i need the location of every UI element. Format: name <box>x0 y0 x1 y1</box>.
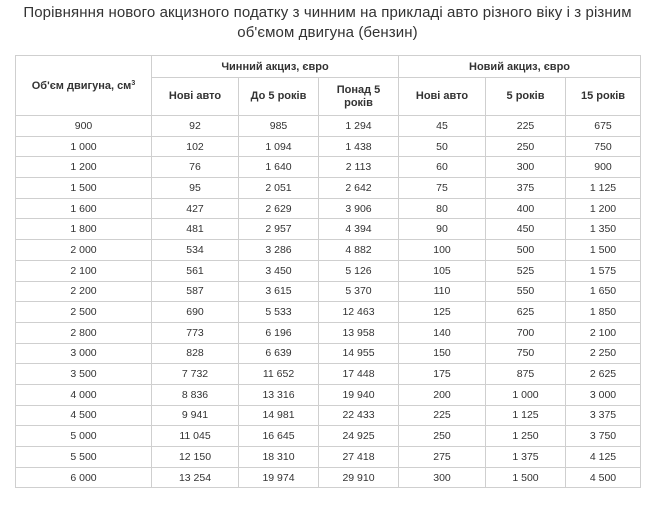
table-cell: 1 600 <box>16 198 152 219</box>
table-cell: 1 200 <box>566 198 641 219</box>
table-cell: 6 000 <box>16 467 152 488</box>
table-cell: 375 <box>486 178 566 199</box>
table-cell: 4 000 <box>16 384 152 405</box>
table-row <box>16 281 641 302</box>
table-cell: 14 981 <box>239 405 319 426</box>
group-header-current-excise: Чинний акциз, євро <box>152 56 399 78</box>
table-cell: 250 <box>486 136 566 157</box>
table-cell: 14 955 <box>319 343 399 364</box>
table-cell: 625 <box>486 302 566 323</box>
table-cell: 90 <box>399 219 486 240</box>
table-cell: 29 910 <box>319 467 399 488</box>
table-cell: 3 450 <box>239 260 319 281</box>
table-cell: 4 882 <box>319 240 399 261</box>
table-row <box>16 467 641 488</box>
table-cell: 110 <box>399 281 486 302</box>
table-cell: 2 800 <box>16 322 152 343</box>
table-cell: 2 113 <box>319 157 399 178</box>
table-cell: 5 370 <box>319 281 399 302</box>
title-line-1: Порівняння нового акцизного податку з чинним на прикладі авто різного віку і з різним <box>23 4 632 21</box>
table-cell: 92 <box>152 116 239 137</box>
table-cell: 1 250 <box>486 426 566 447</box>
table-cell: 1 500 <box>486 467 566 488</box>
table-cell: 13 254 <box>152 467 239 488</box>
table-cell: 11 045 <box>152 426 239 447</box>
table-cell: 4 394 <box>319 219 399 240</box>
table-cell: 150 <box>399 343 486 364</box>
table-cell: 75 <box>399 178 486 199</box>
table-cell: 900 <box>566 157 641 178</box>
table-cell: 690 <box>152 302 239 323</box>
table-cell: 875 <box>486 364 566 385</box>
table-cell: 3 000 <box>16 343 152 364</box>
table-cell: 6 196 <box>239 322 319 343</box>
table-row <box>16 405 641 426</box>
table-cell: 525 <box>486 260 566 281</box>
col-header-current-over-5: Понад 5 років <box>319 78 399 116</box>
table-cell: 2 500 <box>16 302 152 323</box>
table-cell: 3 615 <box>239 281 319 302</box>
table-cell: 985 <box>239 116 319 137</box>
table-cell: 2 250 <box>566 343 641 364</box>
table-row <box>16 343 641 364</box>
table-cell: 2 625 <box>566 364 641 385</box>
table-cell: 5 500 <box>16 447 152 468</box>
table-row <box>16 116 641 137</box>
table-cell: 750 <box>486 343 566 364</box>
table-cell: 2 100 <box>566 322 641 343</box>
table-cell: 5 126 <box>319 260 399 281</box>
table-cell: 1 294 <box>319 116 399 137</box>
table-row <box>16 364 641 385</box>
table-cell: 2 000 <box>16 240 152 261</box>
table-cell: 700 <box>486 322 566 343</box>
table-row <box>16 260 641 281</box>
table-cell: 6 639 <box>239 343 319 364</box>
table-row <box>16 178 641 199</box>
table-cell: 587 <box>152 281 239 302</box>
header-row-groups <box>16 56 641 78</box>
table-cell: 95 <box>152 178 239 199</box>
table-cell: 1 850 <box>566 302 641 323</box>
table-cell: 534 <box>152 240 239 261</box>
table-cell: 1 650 <box>566 281 641 302</box>
table-cell: 500 <box>486 240 566 261</box>
table-cell: 3 286 <box>239 240 319 261</box>
table-cell: 80 <box>399 198 486 219</box>
table-cell: 1 375 <box>486 447 566 468</box>
table-cell: 2 200 <box>16 281 152 302</box>
table-cell: 125 <box>399 302 486 323</box>
table-cell: 22 433 <box>319 405 399 426</box>
table-cell: 24 925 <box>319 426 399 447</box>
title-line-2: об'ємом двигуна (бензин) <box>237 24 418 41</box>
table-cell: 3 906 <box>319 198 399 219</box>
table-row <box>16 426 641 447</box>
table-cell: 225 <box>399 405 486 426</box>
table-cell: 427 <box>152 198 239 219</box>
table-cell: 1 350 <box>566 219 641 240</box>
table-cell: 1 125 <box>486 405 566 426</box>
table-cell: 3 000 <box>566 384 641 405</box>
table-cell: 18 310 <box>239 447 319 468</box>
table-cell: 275 <box>399 447 486 468</box>
table-cell: 1 575 <box>566 260 641 281</box>
table-cell: 27 418 <box>319 447 399 468</box>
table-cell: 828 <box>152 343 239 364</box>
table-cell: 900 <box>16 116 152 137</box>
table-cell: 13 316 <box>239 384 319 405</box>
table-cell: 140 <box>399 322 486 343</box>
table-cell: 100 <box>399 240 486 261</box>
col-header-new-15-years: 15 років <box>566 78 641 116</box>
table-row <box>16 384 641 405</box>
table-cell: 2 100 <box>16 260 152 281</box>
table-cell: 175 <box>399 364 486 385</box>
table-cell: 11 652 <box>239 364 319 385</box>
table-cell: 4 125 <box>566 447 641 468</box>
table-cell: 7 732 <box>152 364 239 385</box>
table-cell: 19 940 <box>319 384 399 405</box>
table-cell: 1 800 <box>16 219 152 240</box>
table-cell: 3 375 <box>566 405 641 426</box>
table-cell: 561 <box>152 260 239 281</box>
table-cell: 45 <box>399 116 486 137</box>
table-row <box>16 302 641 323</box>
table-cell: 5 000 <box>16 426 152 447</box>
table-cell: 450 <box>486 219 566 240</box>
table-cell: 1 500 <box>16 178 152 199</box>
table-cell: 4 500 <box>16 405 152 426</box>
table-cell: 17 448 <box>319 364 399 385</box>
page-title <box>0 3 655 43</box>
table-cell: 1 200 <box>16 157 152 178</box>
col-header-new-new-cars: Нові авто <box>399 78 486 116</box>
table-cell: 200 <box>399 384 486 405</box>
table-cell: 3 750 <box>566 426 641 447</box>
table-cell: 773 <box>152 322 239 343</box>
table-cell: 2 642 <box>319 178 399 199</box>
table-cell: 250 <box>399 426 486 447</box>
table-cell: 2 957 <box>239 219 319 240</box>
table-cell: 16 645 <box>239 426 319 447</box>
table-cell: 481 <box>152 219 239 240</box>
table-cell: 60 <box>399 157 486 178</box>
table-cell: 550 <box>486 281 566 302</box>
table-cell: 1 640 <box>239 157 319 178</box>
table-cell: 1 094 <box>239 136 319 157</box>
table-cell: 225 <box>486 116 566 137</box>
table-cell: 1 000 <box>486 384 566 405</box>
col-header-current-new-cars: Нові авто <box>152 78 239 116</box>
table-row <box>16 322 641 343</box>
group-header-new-excise: Новий акциз, євро <box>399 56 641 78</box>
table-cell: 50 <box>399 136 486 157</box>
table-cell: 76 <box>152 157 239 178</box>
table-cell: 2 051 <box>239 178 319 199</box>
table-cell: 1 000 <box>16 136 152 157</box>
table-cell: 300 <box>399 467 486 488</box>
table-row <box>16 157 641 178</box>
table-cell: 102 <box>152 136 239 157</box>
col-header-new-5-years: 5 років <box>486 78 566 116</box>
table-cell: 750 <box>566 136 641 157</box>
table-cell: 1 500 <box>566 240 641 261</box>
table-cell: 1 125 <box>566 178 641 199</box>
table-row <box>16 240 641 261</box>
table-row <box>16 447 641 468</box>
table-cell: 4 500 <box>566 467 641 488</box>
table-cell: 19 974 <box>239 467 319 488</box>
table-row <box>16 198 641 219</box>
col-header-engine-volume: Об'єм двигуна, $см^3$ <box>16 56 152 116</box>
table-cell: 12 150 <box>152 447 239 468</box>
table-body <box>16 116 641 488</box>
table-cell: 5 533 <box>239 302 319 323</box>
table-cell: 2 629 <box>239 198 319 219</box>
table-cell: 3 500 <box>16 364 152 385</box>
table-cell: 13 958 <box>319 322 399 343</box>
table-cell: 9 941 <box>152 405 239 426</box>
table-row <box>16 219 641 240</box>
table-cell: 12 463 <box>319 302 399 323</box>
table-cell: 300 <box>486 157 566 178</box>
excise-comparison-table <box>15 55 641 488</box>
table-cell: 400 <box>486 198 566 219</box>
table-cell: 675 <box>566 116 641 137</box>
table-cell: 1 438 <box>319 136 399 157</box>
table-cell: 105 <box>399 260 486 281</box>
col-header-current-up-to-5: До 5 років <box>239 78 319 116</box>
table-cell: 8 836 <box>152 384 239 405</box>
table-row <box>16 136 641 157</box>
